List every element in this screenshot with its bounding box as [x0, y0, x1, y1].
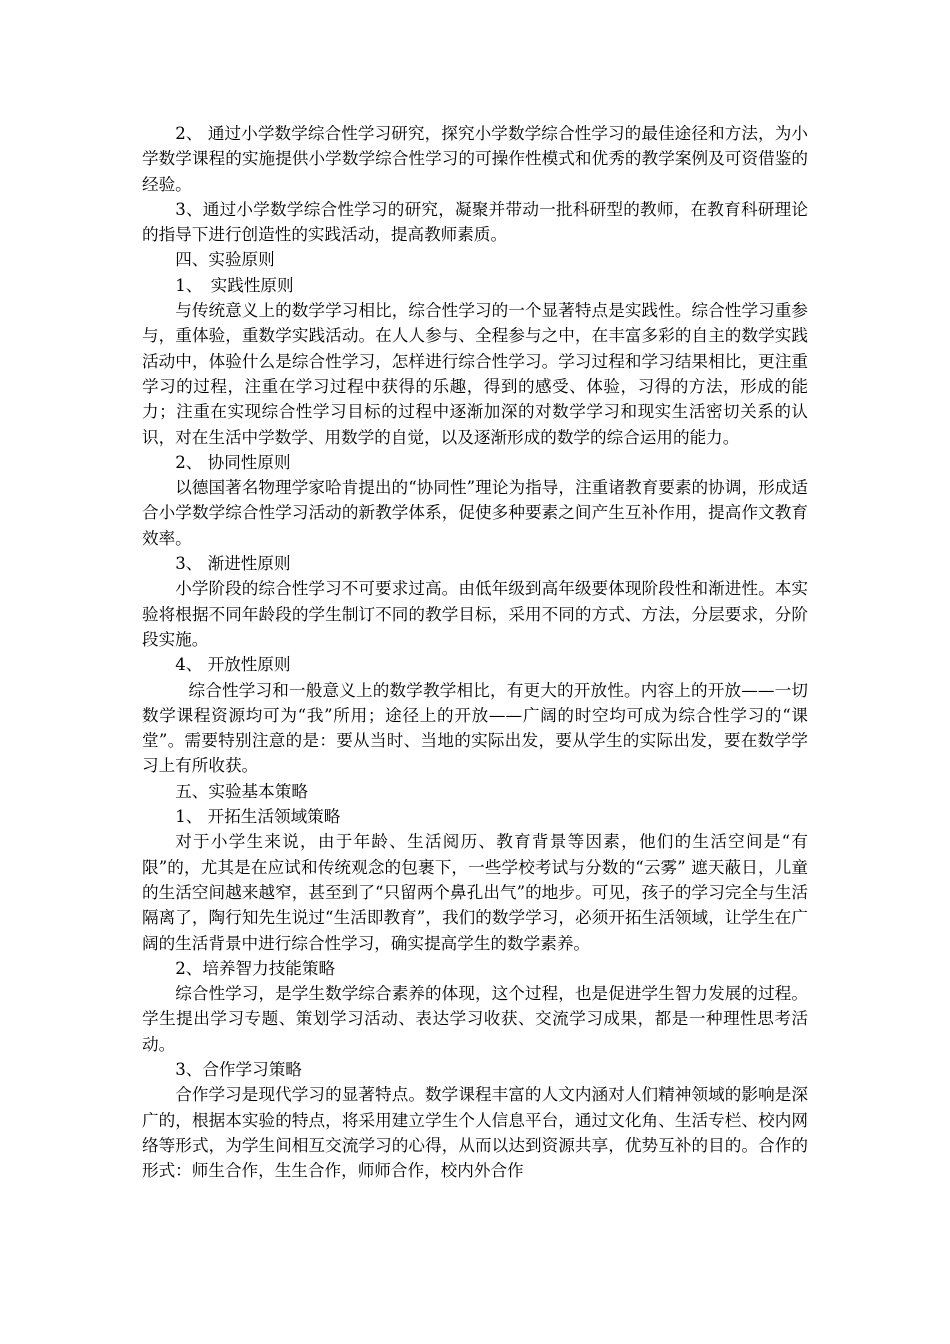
paragraph-goal-2: 2、 通过小学数学综合性学习研究，探究小学数学综合性学习的最佳途径和方法，为小学数学课程的实施提供小学数学综合性学习的可操作性模式和优秀的教学案例及可资借鉴的经验。: [142, 124, 808, 194]
paragraph-openness-principle: 综合性学习和一般意义上的数学教学相比，有更大的开放性。内容上的开放——一切数学课程资源均可为“我”所用；途径上的开放——广阔的时空均可成为综合性学习的“课堂”。需要特别注意的是：要从当时、当地的实际出发，要从学生的实际出发，要在数学学习上有所收获。: [142, 680, 808, 776]
paragraph-synergy-principle: 以德国著名物理学家哈肯提出的“协同性”理论为指导，注重诸教育要素的协调，形成适合小学数学综合性学习活动的新教学体系，促使多种要素之间产生互补作用，提高作文教育效率。: [142, 478, 808, 548]
section-heading-basic-strategies: 五、实验基本策略: [175, 781, 308, 801]
paragraph-goal-3: 3、通过小学数学综合性学习的研究，凝聚并带动一批科研型的教师，在教育科研理论的指导下进行创造性的实践活动，提高教师素质。: [142, 199, 808, 245]
paragraph-intellectual-skill-strategy: 综合性学习，是学生数学综合素养的体现，这个过程，也是促进学生智力发展的过程。学生提出学习专题、策划学习活动、表达学习收获、交流学习成果，都是一种理性思考活动。: [142, 984, 808, 1054]
paragraph-life-domain-strategy: 对于小学生来说，由于年龄、生活阅历、教育背景等因素，他们的生活空间是“有限”的，尤其是在应试和传统观念的包裹下，一些学校考试与分数的“云雾” 遮天蔽日，儿童的生活空间越来越窄，甚至到了“只留两个鼻孔出气”的地步。可见，孩子的学习完全与生活隔离了，陶行知先生说过“生活即教育”，我们的数学学习，必须开拓生活领域，让学生在广阔的生活背景中进行综合性学习，确实提高学生的数学素养。: [142, 832, 808, 953]
subheading-life-domain-strategy: 1、 开拓生活领域策略: [175, 807, 341, 827]
document-page: [142, 121, 808, 1183]
paragraph-gradual-principle: 小学阶段的综合性学习不可要求过高。由低年级到高年级要体现阶段性和渐进性。本实验将根据不同年龄段的学生制订不同的教学目标，采用不同的方式、方法，分层要求，分阶段实施。: [142, 579, 808, 649]
subheading-practice-principle: 1、 实践性原则: [175, 275, 294, 295]
section-heading-experiment-principles: 四、实验原则: [175, 250, 275, 270]
paragraph-cooperative-learning-strategy: 合作学习是现代学习的显著特点。数学课程丰富的人文内涵对人们精神领域的影响是深广的，根据本实验的特点，将采用建立学生个人信息平台，通过文化角、生活专栏、校内网络等形式，为学生间相互交流学习的心得，从而以达到资源共享，优势互补的目的。合作的形式：师生合作，生生合作，师师合作，校内外合作: [142, 1085, 808, 1181]
subheading-openness-principle: 4、 开放性原则: [175, 655, 291, 675]
subheading-cooperative-learning-strategy: 3、合作学习策略: [175, 1059, 302, 1079]
subheading-synergy-principle: 2、 协同性原则: [175, 452, 291, 472]
subheading-gradual-principle: 3、 渐进性原则: [175, 554, 291, 574]
paragraph-practice-principle: 与传统意义上的数学学习相比，综合性学习的一个显著特点是实践性。综合性学习重参与，重体验，重数学实践活动。在人人参与、全程参与之中，在丰富多彩的自主的数学实践活动中，体验什么是综合性学习，怎样进行综合性学习。学习过程和学习结果相比，更注重学习的过程，注重在学习过程中获得的乐趣，得到的感受、体验，习得的方法，形成的能力；注重在实现综合性学习目标的过程中逐渐加深的对数学学习和现实生活密切关系的认识，对在生活中学数学、用数学的自觉，以及逐渐形成的数学的综合运用的能力。: [142, 301, 808, 447]
subheading-intellectual-skill-strategy: 2、培养智力技能策略: [175, 958, 336, 978]
